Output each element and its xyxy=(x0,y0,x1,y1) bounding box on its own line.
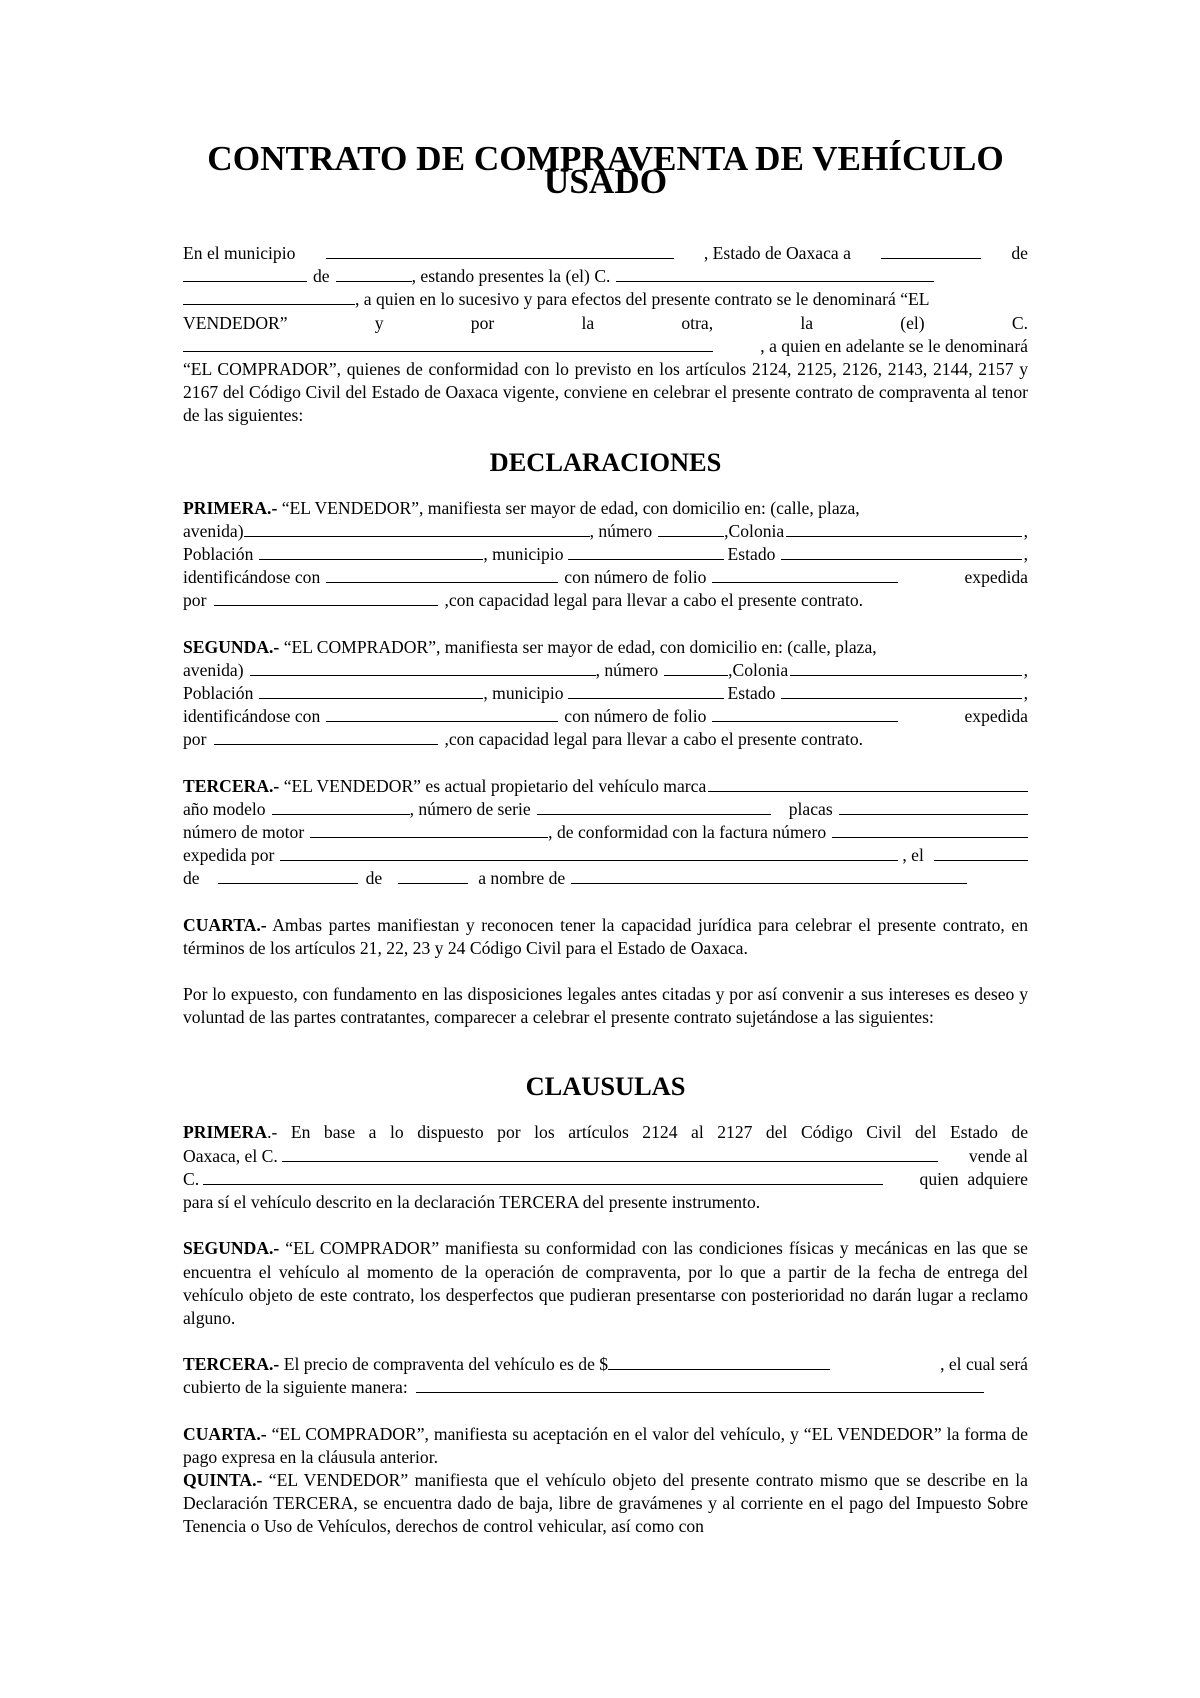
blank-municipio-decl[interactable] xyxy=(568,543,724,560)
decl-colonia-label: ,Colonia xyxy=(724,520,785,541)
decl-primera-line-1 xyxy=(183,497,1028,520)
blank-forma-pago[interactable] xyxy=(416,1376,984,1393)
blank-expedida-por[interactable] xyxy=(214,728,438,745)
decl-por-label: por xyxy=(183,729,207,750)
decl-tercera-label: TERCERA.- xyxy=(183,775,280,796)
intro-de-label: de xyxy=(1011,243,1028,263)
decl-de-label: de xyxy=(365,868,383,889)
blank-vendedor-nombre-cont[interactable] xyxy=(183,288,355,305)
decl-expedida-label: expedida xyxy=(964,706,1028,727)
blank-anio[interactable] xyxy=(336,265,412,282)
blank-factura-mes[interactable] xyxy=(218,867,358,884)
decl-colonia-label: ,Colonia xyxy=(728,659,789,680)
blank-identificacion[interactable] xyxy=(326,705,558,722)
decl-primera-line-2 xyxy=(183,520,1028,543)
decl-avenida-label: avenida) xyxy=(183,659,244,680)
intro-estado-label: , Estado de Oaxaca a xyxy=(703,243,851,263)
blank-avenida[interactable] xyxy=(250,659,596,676)
blank-motor[interactable] xyxy=(310,821,548,838)
por-lo-expuesto: Por lo expuesto, con fundamento en las disposiciones legales antes citadas y por así convenir a sus intereses es deseo y voluntad de las partes contratantes, comparecer a celebrar el presente contrato sujetándose a las siguientes: xyxy=(183,984,1028,1028)
decl-primera-line-3 xyxy=(183,543,1028,566)
clausula-quinta xyxy=(183,1469,1028,1539)
decl-capacidad-text: ,con capacidad legal para llevar a cabo el presente contrato. xyxy=(444,729,864,750)
decl-estado-label: Estado xyxy=(727,544,776,565)
claus-cuarta-label: CUARTA.- xyxy=(183,1423,267,1444)
decl-anio-modelo-label: año modelo xyxy=(183,798,266,819)
intro-word: la xyxy=(800,312,814,333)
claus-c-label: C. xyxy=(183,1168,200,1189)
decl-primera-line-5 xyxy=(183,589,1028,612)
blank-claus-comprador[interactable] xyxy=(203,1168,883,1185)
decl-tercera-text-1: “EL VENDEDOR” es actual propietario del vehículo marca xyxy=(279,775,707,796)
decl-comma: , xyxy=(1023,659,1028,680)
intro-adelante-text: , a quien en adelante se le denominará xyxy=(760,335,1028,356)
decl-primera-label: PRIMERA.- xyxy=(183,497,278,518)
claus-cual-sera-label: , el cual será xyxy=(940,1354,1028,1375)
declaracion-segunda xyxy=(183,636,1028,752)
blank-numero[interactable] xyxy=(658,520,724,537)
decl-segunda-line-4 xyxy=(183,705,1028,728)
intro-municipio-label: En el municipio xyxy=(183,243,296,263)
blank-claus-vendedor[interactable] xyxy=(282,1145,938,1162)
intro-word: por xyxy=(470,312,495,333)
claus-adquiere-label: quien adquiere xyxy=(919,1168,1028,1189)
decl-placas-label: placas xyxy=(788,798,833,819)
decl-avenida-label: avenida) xyxy=(183,520,244,541)
declaracion-cuarta xyxy=(183,914,1028,960)
decl-tercera-line-3 xyxy=(183,821,1028,844)
decl-cuarta-label: CUARTA.- xyxy=(183,914,267,935)
decl-serie-label: , número de serie xyxy=(409,798,531,819)
claus-vende-label: vende al xyxy=(968,1145,1028,1166)
blank-serie[interactable] xyxy=(537,798,771,815)
blank-factura-nombre[interactable] xyxy=(571,867,967,884)
blank-factura-anio[interactable] xyxy=(398,867,468,884)
decl-expedida-label: expedida xyxy=(964,567,1028,588)
decl-comma: , xyxy=(1023,544,1028,565)
claus-primera-text-1: .- En base a lo dispuesto por los artículos 2124 al 2127 del Código Civil del Estado de xyxy=(267,1122,1028,1143)
clausula-cuarta xyxy=(183,1423,1028,1469)
claus-primera-text-4: para sí el vehículo descrito en la declaración TERCERA del presente instrumento. xyxy=(183,1192,761,1213)
declaracion-primera xyxy=(183,497,1028,613)
decl-por-label: por xyxy=(183,590,207,611)
blank-colonia[interactable] xyxy=(790,659,1021,676)
document-content xyxy=(183,139,1028,1539)
claus-primera-line-3 xyxy=(183,1168,1028,1191)
decl-factura-label: , de conformidad con la factura número xyxy=(548,822,827,843)
claus-segunda-label: SEGUNDA.- xyxy=(183,1238,280,1259)
blank-mes[interactable] xyxy=(183,265,307,282)
clausula-segunda xyxy=(183,1237,1028,1330)
decl-el-label: , el xyxy=(902,845,924,866)
intro-sucesivo-text: , a quien en lo sucesivo y para efectos del presente contrato se le denominará “EL xyxy=(355,289,930,310)
claus-cuarta-text: “EL COMPRADOR”, manifiesta su aceptación en el valor del vehículo, y “EL VENDEDOR” la forma de pago expresa en la cláusula anterior. xyxy=(183,1423,1028,1467)
decl-folio-label: con número de folio xyxy=(564,567,707,588)
intro-line-1 xyxy=(183,242,1028,265)
blank-anio-modelo[interactable] xyxy=(272,798,410,815)
decl-tercera-line-2 xyxy=(183,798,1028,821)
blank-expedida-por[interactable] xyxy=(214,589,438,606)
claus-tercera-line-1 xyxy=(183,1353,1028,1376)
decl-tercera-line-1 xyxy=(183,775,1028,798)
intro-section xyxy=(183,242,1028,428)
decl-poblacion-label: Población xyxy=(183,544,254,565)
claus-tercera-line-2 xyxy=(183,1376,1028,1399)
clausula-primera xyxy=(183,1121,1028,1214)
blank-factura-expedida[interactable] xyxy=(280,844,898,861)
clausulas-heading: CLAUSULAS xyxy=(525,1071,686,1102)
intro-line-4 xyxy=(183,312,1028,335)
declaraciones-heading: DECLARACIONES xyxy=(489,446,722,477)
intro-line-5 xyxy=(183,335,1028,358)
decl-numero-label: , número xyxy=(589,520,653,541)
claus-cubierto-label: cubierto de la siguiente manera: xyxy=(183,1377,408,1398)
decl-segunda-line-2 xyxy=(183,659,1028,682)
blank-poblacion[interactable] xyxy=(259,543,483,560)
decl-capacidad-text: ,con capacidad legal para llevar a cabo el presente contrato. xyxy=(444,590,864,611)
intro-body: “EL COMPRADOR”, quienes de conformidad con lo previsto en los artículos 2124, 2125, 2126, 2143, 2144, 2157 y 2167 del Código Civil del Estado de Oaxaca vigente, conviene en celebrar el presente contrato de compraventa al tenor de las siguientes: xyxy=(183,359,1028,426)
decl-comma: , xyxy=(1023,520,1028,541)
blank-municipio[interactable] xyxy=(326,242,674,259)
claus-primera-line-1 xyxy=(183,1121,1028,1144)
decl-segunda-label: SEGUNDA.- xyxy=(183,636,280,657)
blank-avenida[interactable] xyxy=(244,520,590,537)
decl-nombre-de-label: a nombre de xyxy=(478,868,566,889)
blank-precio[interactable] xyxy=(608,1353,830,1370)
decl-cuarta-text: Ambas partes manifiestan y reconocen tener la capacidad jurídica para celebrar el presente contrato, en términos de los artículos 21, 22, 23 y 24 Código Civil para el Estado de Oaxaca. xyxy=(183,914,1028,958)
intro-line-2 xyxy=(183,265,1028,288)
intro-line-3 xyxy=(183,288,1028,311)
blank-comprador-nombre[interactable] xyxy=(183,335,713,352)
claus-primera-line-2 xyxy=(183,1145,1028,1168)
decl-de-label: de xyxy=(183,868,200,889)
claus-el-c-label: Oaxaca, el C. xyxy=(183,1145,278,1166)
decl-segunda-text-1: “EL COMPRADOR”, manifiesta ser mayor de edad, con domicilio en: (calle, plaza, xyxy=(279,636,877,657)
decl-comma: , xyxy=(1023,683,1028,704)
blank-folio[interactable] xyxy=(712,705,898,722)
decl-poblacion-label: Población xyxy=(183,683,254,704)
intro-presentes-label: , estando presentes la (el) C. xyxy=(411,266,611,287)
claus-quinta-text: “EL VENDEDOR” manifiesta que el vehículo objeto del presente contrato mismo que se describe en la Declaración TERCERA, se encuentra dado de baja, libre de gravámenes y al corriente en el pago del Impuesto Sobre Tenencia o Uso de Vehículos, derechos de control vehicular, así como con xyxy=(183,1469,1028,1537)
intro-word: C. xyxy=(1011,312,1028,333)
blank-identificacion[interactable] xyxy=(326,566,558,583)
intro-de2-label: de xyxy=(313,266,330,287)
decl-segunda-line-3 xyxy=(183,682,1028,705)
decl-tercera-line-5 xyxy=(183,867,1028,890)
decl-motor-label: número de motor xyxy=(183,822,305,843)
claus-primera-label: PRIMERA xyxy=(183,1122,268,1143)
decl-identificandose-label: identificándose con xyxy=(183,567,321,588)
claus-quinta-label: QUINTA.- xyxy=(183,1469,263,1490)
claus-precio-label: El precio de compraventa del vehículo es de $ xyxy=(279,1354,609,1375)
intro-word: la xyxy=(581,312,595,333)
blank-folio[interactable] xyxy=(712,566,898,583)
intro-word: otra, xyxy=(681,312,714,333)
intro-word: (el) xyxy=(900,312,925,333)
declaracion-tercera xyxy=(183,775,1028,891)
intro-word: VENDEDOR” xyxy=(183,312,288,333)
decl-numero-label: , número xyxy=(595,659,659,680)
decl-identificandose-label: identificándose con xyxy=(183,706,321,727)
blank-factura-dia[interactable] xyxy=(934,844,1028,861)
decl-estado-label: Estado xyxy=(727,683,776,704)
document-title: CONTRATO DE COMPRAVENTA DE VEHÍCULO USADO xyxy=(207,139,1004,201)
decl-segunda-line-5 xyxy=(183,728,1028,751)
blank-estado[interactable] xyxy=(781,543,1021,560)
blank-factura[interactable] xyxy=(832,821,1028,838)
decl-primera-text xyxy=(277,497,1028,520)
decl-municipio-label: , municipio xyxy=(483,544,564,565)
decl-folio-label: con número de folio xyxy=(564,706,707,727)
decl-expedida-por-label: expedida por xyxy=(183,845,275,866)
decl-primera-text-1: “EL VENDEDOR”, manifiesta ser mayor de edad, con domicilio en: (calle, plaza, xyxy=(277,497,860,518)
claus-segunda-text: “EL COMPRADOR” manifiesta su conformidad con las condiciones físicas y mecánicas en las que se encuentra el vehículo al momento de la operación de compraventa, por lo que a partir de la fecha de entrega del vehículo objeto de este contrato, los desperfectos que pudieran presentarse con posterioridad no darán lugar a reclamo alguno. xyxy=(183,1238,1028,1328)
blank-vendedor-nombre[interactable] xyxy=(616,265,934,282)
blank-poblacion[interactable] xyxy=(259,682,483,699)
blank-municipio-decl[interactable] xyxy=(568,682,724,699)
decl-primera-line-4 xyxy=(183,566,1028,589)
intro-word: y xyxy=(374,312,384,333)
blank-colonia[interactable] xyxy=(786,520,1021,537)
claus-tercera-label: TERCERA.- xyxy=(183,1354,280,1375)
decl-segunda-line-1 xyxy=(183,636,1028,659)
blank-placas[interactable] xyxy=(839,798,1028,815)
blank-numero[interactable] xyxy=(664,659,728,676)
blank-estado[interactable] xyxy=(781,682,1021,699)
decl-tercera-line-4 xyxy=(183,844,1028,867)
decl-municipio-label: , municipio xyxy=(483,683,564,704)
clausula-tercera xyxy=(183,1353,1028,1399)
blank-marca[interactable] xyxy=(708,775,1028,792)
blank-dia[interactable] xyxy=(881,242,981,259)
